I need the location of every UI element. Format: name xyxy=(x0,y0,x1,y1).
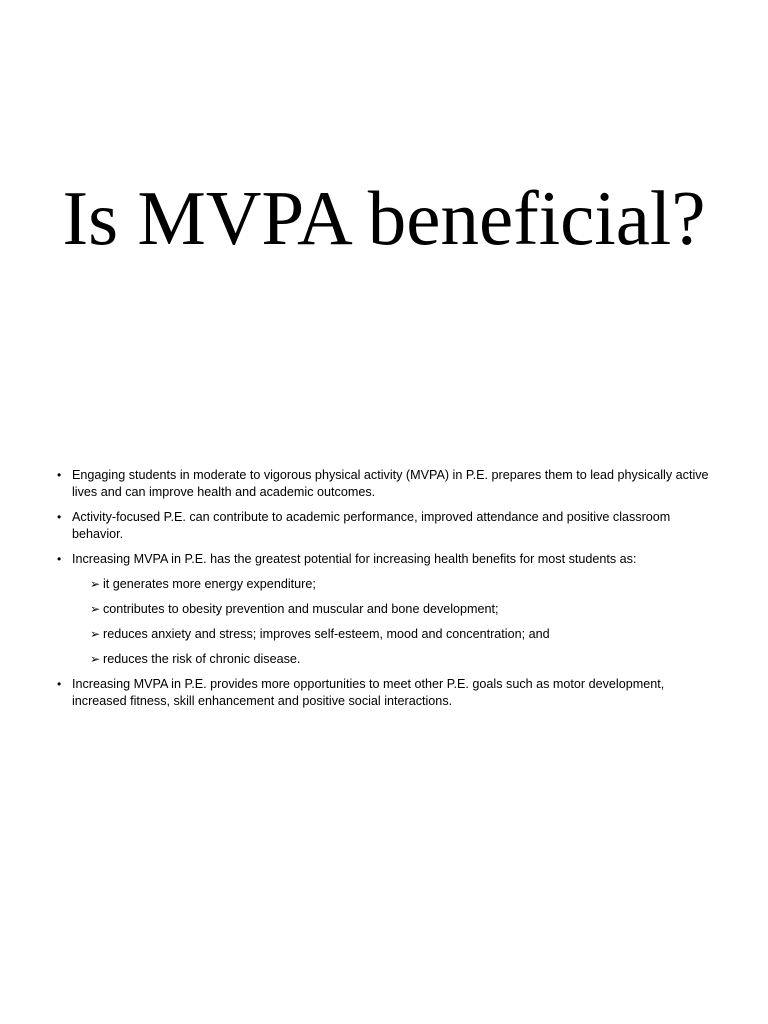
sub-bullet-text: contributes to obesity prevention and muscular and bone development; xyxy=(103,602,499,616)
bullet-list xyxy=(56,467,716,718)
arrow-bullet-icon: ➢ xyxy=(90,602,101,616)
sub-bullet-list xyxy=(72,576,716,668)
bullet-dot-icon: • xyxy=(57,510,62,524)
bullet-item xyxy=(56,509,716,543)
bullet-item xyxy=(56,467,716,501)
sub-bullet-text: it generates more energy expenditure; xyxy=(103,577,316,591)
bullet-text: Activity-focused P.E. can contribute to academic performance, improved attendance and positive classroom behavior. xyxy=(72,510,671,541)
bullet-text: Engaging students in moderate to vigorous physical activity (MVPA) in P.E. prepares them to lead physically active lives and can improve health and academic outcomes. xyxy=(72,468,709,499)
sub-bullet-item xyxy=(72,651,716,668)
sub-bullet-text: reduces the risk of chronic disease. xyxy=(103,652,301,666)
bullet-dot-icon: • xyxy=(57,677,62,691)
sub-bullet-item xyxy=(72,601,716,618)
bullet-dot-icon: • xyxy=(57,468,62,482)
bullet-item xyxy=(56,676,716,710)
bullet-text: Increasing MVPA in P.E. provides more opportunities to meet other P.E. goals such as motor development, increased fitness, skill enhancement and positive social interactions. xyxy=(72,677,665,708)
bullet-item xyxy=(56,551,716,668)
arrow-bullet-icon: ➢ xyxy=(90,627,101,641)
slide-title: Is MVPA beneficial? xyxy=(62,175,706,261)
bullet-text: Increasing MVPA in P.E. has the greatest potential for increasing health benefits for most students as: xyxy=(72,552,637,566)
sub-bullet-item xyxy=(72,626,716,643)
arrow-bullet-icon: ➢ xyxy=(90,652,101,666)
arrow-bullet-icon: ➢ xyxy=(90,577,101,591)
bullet-dot-icon: • xyxy=(57,552,62,566)
sub-bullet-text: reduces anxiety and stress; improves self-esteem, mood and concentration; and xyxy=(103,627,550,641)
sub-bullet-item xyxy=(72,576,716,593)
